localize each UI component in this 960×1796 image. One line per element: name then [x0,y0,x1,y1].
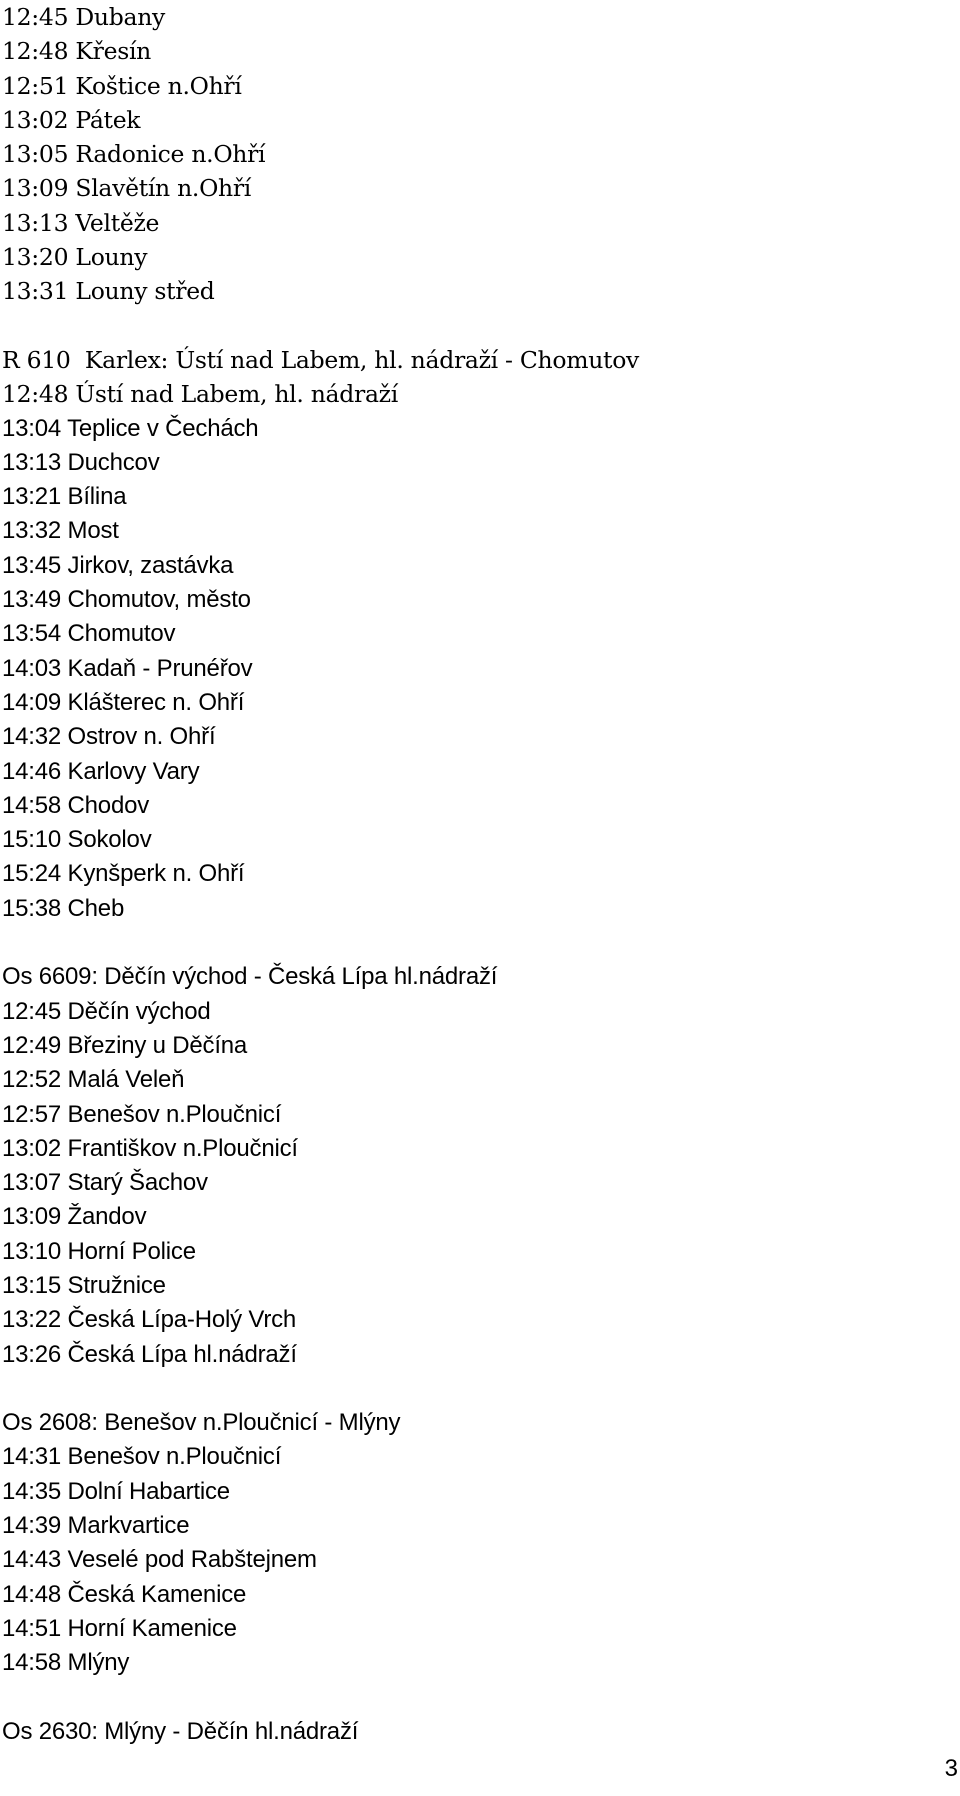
stop-line: 13:49 Chomutov, město [2,586,251,614]
stop-line: 13:32 Most [2,517,119,545]
stop-line: 14:58 Chodov [2,791,150,819]
stop-line: 14:31 Benešov n.Ploučnicí [2,1443,282,1471]
stop-line: 13:13 Duchcov [2,448,160,476]
stop-line: 14:03 Kadaň - Prunéřov [2,654,253,682]
stop-line: 14:51 Horní Kamenice [2,1614,237,1642]
section-2 [2,343,952,926]
stop-line: 12:48 Křesín [2,37,152,66]
stop-line: 13:09 Slavětín n.Ohří [2,174,252,203]
stop-line: 14:32 Ostrov n. Ohří [2,723,216,751]
stop-line: 13:26 Česká Lípa hl.nádraží [2,1340,297,1368]
stop-line: 14:39 Markvartice [2,1512,190,1540]
section-5 [2,1715,952,1749]
stop-line: 12:52 Malá Veleň [2,1066,185,1094]
stop-line: 14:58 Mlýny [2,1649,130,1677]
stop-line: 15:38 Cheb [2,894,125,922]
stop-line: 13:05 Radonice n.Ohří [2,140,266,169]
stop-line: 13:07 Starý Šachov [2,1169,208,1197]
stop-line: 13:02 Františkov n.Ploučnicí [2,1134,298,1162]
stop-line: 13:20 Louny [2,243,148,272]
stop-line: 12:49 Březiny u Děčína [2,1031,248,1059]
spacer [2,1372,952,1406]
page-number: 3 [944,1755,958,1782]
stop-line: 15:10 Sokolov [2,826,152,854]
stop-line: 14:43 Veselé pod Rabštejnem [2,1546,317,1574]
train-heading: Os 2630: Mlýny - Děčín hl.nádraží [2,1717,359,1745]
stop-line: 13:31 Louny střed [2,277,215,306]
stop-line: 13:09 Žandov [2,1203,147,1231]
spacer [2,926,952,960]
stop-line: 12:45 Dubany [2,3,166,31]
stop-line: 13:02 Pátek [2,105,141,134]
stop-line: 14:35 Dolní Habartice [2,1477,230,1505]
stop-line: 12:45 Děčín východ [2,997,211,1025]
stop-line: 15:24 Kynšperk n. Ohří [2,860,245,888]
stop-line: 12:57 Benešov n.Ploučnicí [2,1100,282,1128]
train-heading: Os 6609: Děčín východ - Česká Lípa hl.nádraží [2,963,498,991]
stop-line: 12:51 Koštice n.Ohří [2,71,242,100]
spacer [2,1681,952,1715]
stop-line: 12:48 Ústí nad Labem, hl. nádraží [2,380,398,409]
stop-line: 14:46 Karlovy Vary [2,757,200,785]
stop-line: 13:21 Bílina [2,483,127,511]
train-heading: Os 2608: Benešov n.Ploučnicí - Mlýny [2,1409,401,1437]
stop-line: 14:09 Klášterec n. Ohří [2,688,245,716]
spacer [2,309,952,343]
stop-line: 13:04 Teplice v Čechách [2,414,259,442]
section-4 [2,1406,952,1680]
section-1 [2,0,952,309]
stop-line: 13:15 Stružnice [2,1271,166,1299]
stop-line: 14:48 Česká Kamenice [2,1580,247,1608]
stop-line: 13:45 Jirkov, zastávka [2,551,234,579]
stop-line: 13:13 Veltěže [2,208,160,237]
train-heading: R 610 Karlex: Ústí nad Labem, hl. nádraží - Chomutov [2,345,640,374]
section-3 [2,960,952,1372]
stop-line: 13:54 Chomutov [2,620,176,648]
timetable-page [2,0,952,1749]
stop-line: 13:22 Česká Lípa-Holý Vrch [2,1306,297,1334]
stop-line: 13:10 Horní Police [2,1237,196,1265]
